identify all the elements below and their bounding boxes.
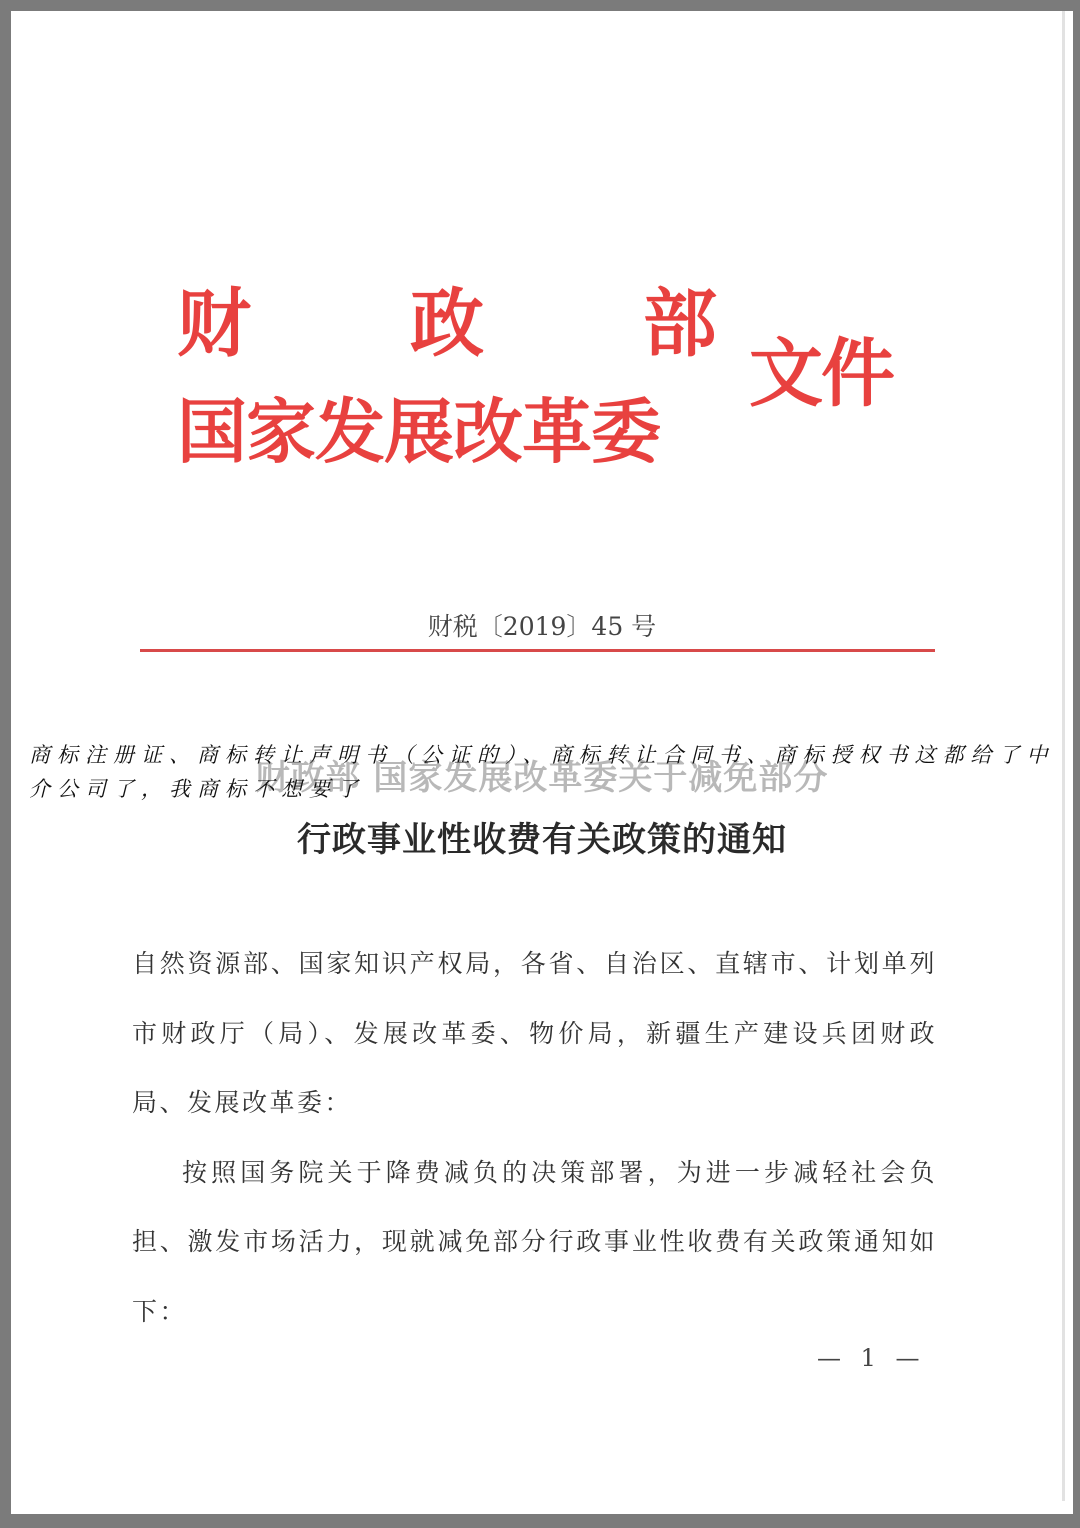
issuer-char: 政 [410, 281, 484, 367]
issuer-org-ministry-of-finance [177, 279, 717, 369]
issuer-char: 部 [643, 281, 717, 367]
document-body [132, 929, 937, 1346]
body-paragraph: 按照国务院关于降费减负的决策部署，为进一步减轻社会负担、激发市场活力，现就减免部分行政事业性收费有关政策通知如下： [132, 1157, 937, 1326]
document-type-label: 文件 [749, 331, 893, 417]
document-title-line2: 行政事业性收费有关政策的通知 [297, 820, 787, 860]
page-number: — 1 — [817, 1344, 926, 1372]
document-title-line1: 财政部 国家发展改革委关于减免部分 [255, 758, 829, 798]
handwritten-note-overlay: 商标注册证、商标转让声明书（公证的）、商标转让合同书、商标授权书这都给了中介公司了，我商标不想要了 [29, 743, 1055, 801]
issuer-char: 财 [177, 281, 251, 367]
document-page [11, 11, 1073, 1514]
red-divider-rule [140, 649, 935, 652]
recipients-paragraph: 自然资源部、国家知识产权局，各省、自治区、直辖市、计划单列市财政厅（局）、发展改革委、物价局，新疆生产建设兵团财政局、发展改革委： [132, 949, 937, 1117]
document-number: 财税〔2019〕45 号 [427, 612, 657, 641]
issuer-org-ndrc: 国家发展改革委 [177, 390, 660, 473]
